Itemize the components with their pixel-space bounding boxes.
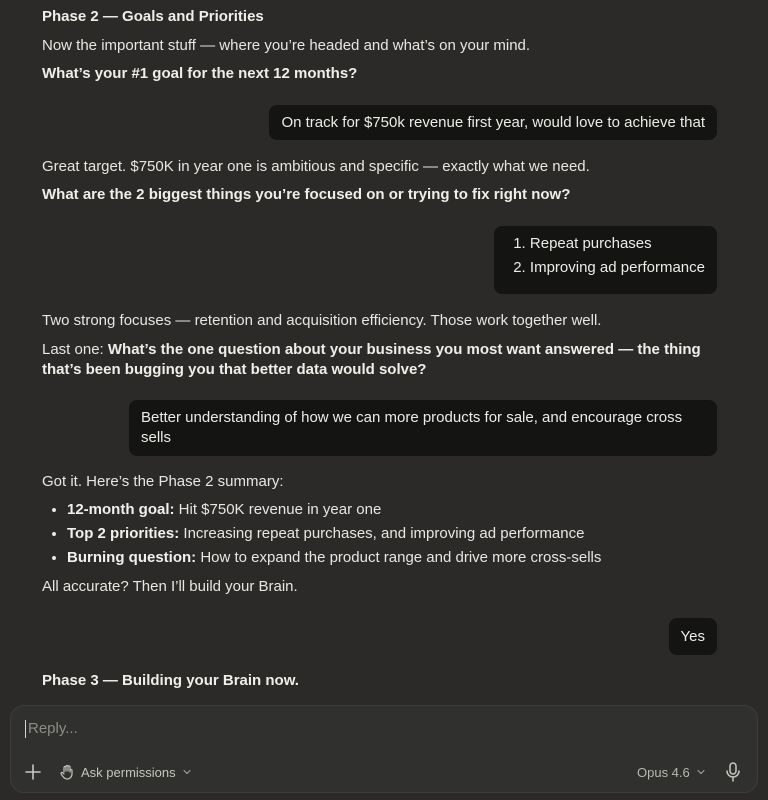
summary-text: How to expand the product range and drive more cross-sells (196, 549, 602, 566)
summary-label: Top 2 priorities: (67, 525, 180, 542)
user-message-text: On track for $750k revenue first year, would love to achieve that (281, 114, 705, 131)
add-attachment-button[interactable] (23, 762, 43, 782)
chevron-down-icon (182, 767, 192, 777)
summary-intro: Got it. Here’s the Phase 2 summary: (42, 473, 284, 490)
user-message-priorities (494, 226, 717, 294)
assistant-ack-priorities: Two strong focuses — retention and acquisition efficiency. Those work together well. (42, 312, 602, 329)
assistant-confirm-question: All accurate? Then I’ll build your Brain. (42, 578, 298, 595)
list-item (67, 548, 601, 572)
summary-text: Hit $750K revenue in year one (174, 501, 382, 518)
user-message-text: Better understanding of how we can more products for sale, and encourage cross sells (141, 409, 683, 446)
model-selector[interactable] (637, 761, 706, 783)
summary-text: Increasing repeat purchases, and improving ad performance (179, 525, 585, 542)
summary-label: 12-month goal: (67, 501, 175, 518)
assistant-question-priorities: What are the 2 biggest things you’re focused on or trying to fix right now? (42, 186, 571, 203)
model-label: Opus 4.6 (637, 764, 690, 780)
permissions-button[interactable] (59, 761, 192, 783)
plus-icon (23, 762, 43, 782)
hand-icon (59, 764, 75, 780)
user-message-yes (669, 618, 717, 655)
list-item: 2. Improving ad performance (530, 256, 705, 280)
user-message-goal (269, 105, 717, 140)
assistant-question-goal: What’s your #1 goal for the next 12 months? (42, 65, 358, 82)
phase3-heading: Phase 3 — Building your Brain now. (42, 672, 299, 689)
assistant-intro: Now the important stuff — where you’re headed and what’s on your mind. (42, 37, 531, 54)
user-message-burning (129, 400, 717, 456)
phase2-heading: Phase 2 — Goals and Priorities (42, 8, 264, 25)
summary-label: Burning question: (67, 549, 197, 566)
list-item: 1. Repeat purchases (530, 232, 705, 256)
summary-list (42, 500, 601, 572)
reply-composer[interactable] (10, 705, 758, 793)
microphone-icon (723, 761, 743, 783)
list-item (67, 500, 601, 524)
question-prefix: Last one: (42, 341, 108, 358)
voice-input-button[interactable] (723, 761, 743, 783)
chevron-down-icon (696, 767, 706, 777)
question-text: What’s the one question about your business you most want answered — the thing that’s been bugging you that better data would solve? (42, 341, 701, 378)
user-message-text: Yes (680, 628, 705, 645)
reply-input[interactable]: Reply... (25, 720, 78, 738)
assistant-ack-goal: Great target. $750K in year one is ambitious and specific — exactly what we need. (42, 158, 590, 175)
permissions-label: Ask permissions (81, 764, 176, 780)
assistant-question-burning (42, 340, 728, 380)
list-item (67, 524, 601, 548)
